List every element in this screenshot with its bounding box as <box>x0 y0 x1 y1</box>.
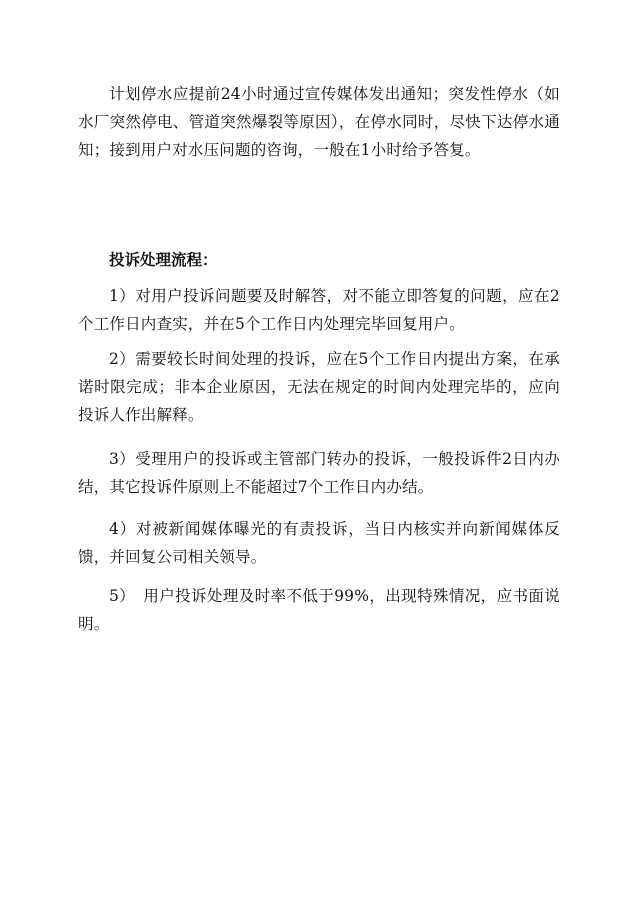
intro-paragraph: 计划停水应提前24小时通过宣传媒体发出通知；突发性停水（如水厂突然停电、管道突然爆裂等原因），在停水同时，尽快下达停水通知；接到用户对水压问题的咨询，一般在1小时给予答复。 <box>78 85 560 159</box>
step-3-paragraph: 3）受理用户的投诉或主管部门转办的投诉，一般投诉件2日内办结，其它投诉件原则上不能超过7个工作日内办结。 <box>78 450 560 496</box>
step-2-paragraph: 2）需要较长时间处理的投诉，应在5个工作日内提出方案，在承诺时限完成；非本企业原因，无法在规定的时间内处理完毕的，应向投诉人作出解释。 <box>78 350 560 424</box>
step-5-paragraph: 5） 用户投诉处理及时率不低于99%，出现特殊情况，应书面说明。 <box>78 587 560 633</box>
complaint-heading: 投诉处理流程： <box>109 250 218 269</box>
step-1-paragraph: 1）对用户投诉问题要及时解答，对不能立即答复的问题，应在2个工作日内查实，并在5个工作日内处理完毕回复用户。 <box>78 287 560 333</box>
step-4-paragraph: 4）对被新闻媒体曝光的有责投诉，当日内核实并向新闻媒体反馈，并回复公司相关领导。 <box>78 520 560 566</box>
